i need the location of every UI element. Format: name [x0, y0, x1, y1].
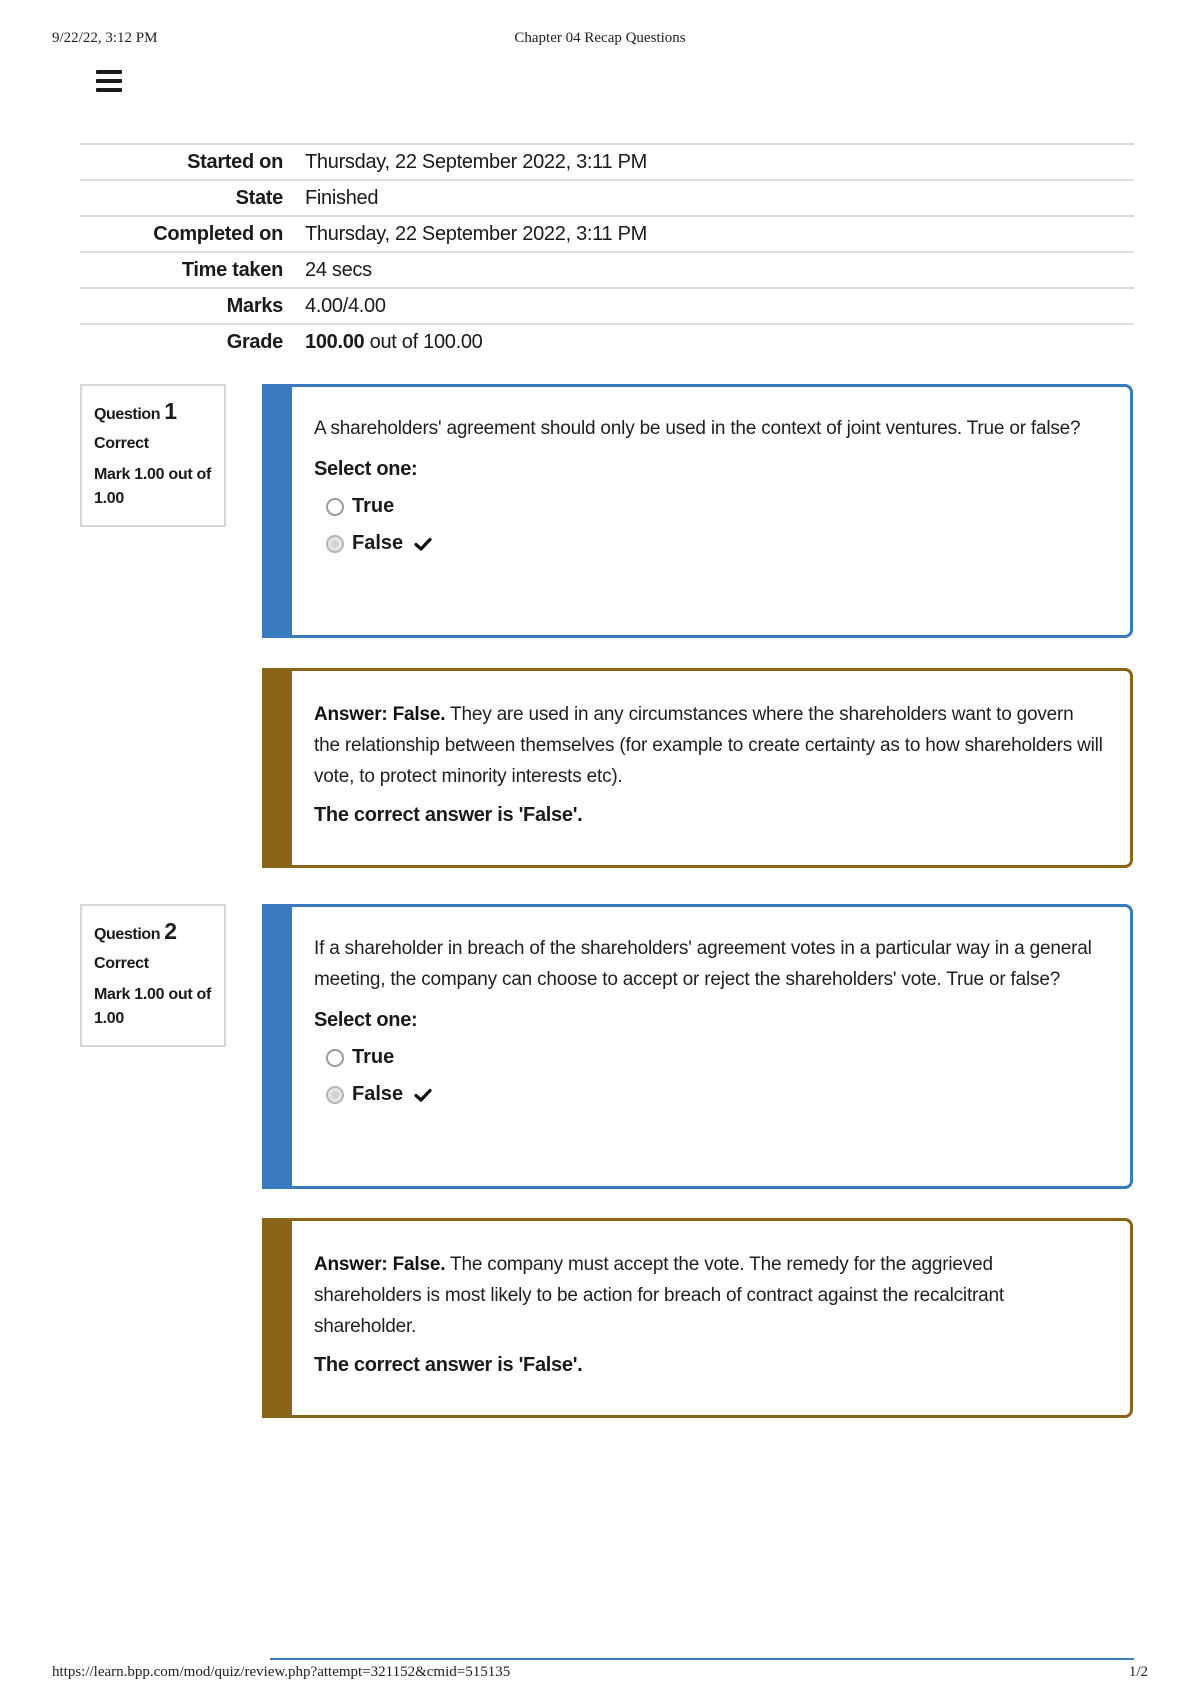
summary-label: Started on	[187, 150, 283, 173]
summary-row	[80, 324, 1134, 359]
summary-value: 4.00/4.00	[305, 294, 386, 317]
summary-row	[80, 144, 1134, 180]
right-answer: The correct answer is 'False'.	[314, 804, 583, 826]
option-label: False	[352, 1083, 404, 1105]
question-2-feedback	[262, 1218, 1133, 1418]
page-number: 1/2	[1128, 1664, 1148, 1680]
feedback-body: The company must accept the vote. The remedy for the aggrieved shareholders is most likely to be action for breach of contract against the recalcitrant shareholder.	[314, 1254, 1004, 1337]
select-prompt: Select one:	[314, 1009, 418, 1031]
feedback-lead: Answer: False.	[314, 704, 446, 725]
print-title: Chapter 04 Recap Questions	[514, 30, 686, 46]
print-footer	[52, 1664, 1148, 1684]
question-text: If a shareholder in breach of the shareholders' agreement votes in a particular way in a general meeting, the company can choose to accept or reject the shareholders' vote. True or false?	[314, 938, 1092, 990]
option-true[interactable]	[326, 495, 1104, 518]
feedback-body: They are used in any circumstances where the shareholders want to govern the relationship between themselves (for example to create certainty as to how shareholders will vote, to protect minority interests etc).	[314, 704, 1103, 787]
select-prompt: Select one:	[314, 458, 418, 480]
question-1-content	[262, 384, 1133, 638]
option-false[interactable]	[326, 1083, 1104, 1106]
summary-label: Time taken	[181, 258, 283, 281]
summary-value	[293, 324, 1134, 359]
question-text: A shareholders' agreement should only be used in the context of joint ventures. True or false?	[314, 418, 1081, 439]
feedback-text	[314, 699, 1104, 792]
print-datetime: 9/22/22, 3:12 PM	[52, 30, 158, 46]
check-icon	[413, 534, 433, 554]
question-state: Correct	[94, 955, 149, 972]
question-state: Correct	[94, 435, 149, 452]
print-header	[52, 30, 1148, 50]
summary-row	[80, 288, 1134, 324]
question-number: Question 2	[94, 918, 177, 944]
feedback-text	[314, 1249, 1104, 1342]
summary-row	[80, 216, 1134, 252]
option-label: False	[352, 532, 404, 554]
question-1-feedback	[262, 668, 1133, 868]
question-mark: Mark 1.00 out of 1.00	[94, 466, 212, 507]
summary-label: Grade	[226, 330, 283, 353]
hamburger-menu-icon[interactable]	[96, 70, 122, 92]
question-1-info	[80, 384, 226, 527]
page-url: https://learn.bpp.com/mod/quiz/review.php?attempt=321152&cmid=515135	[52, 1664, 511, 1680]
question-number: Question 1	[94, 398, 177, 424]
summary-value: Thursday, 22 September 2022, 3:11 PM	[305, 222, 647, 245]
summary-value: 24 secs	[305, 258, 372, 281]
radio-checked[interactable]	[326, 1086, 344, 1104]
footer-divider	[270, 1658, 1134, 1660]
feedback-lead: Answer: False.	[314, 1254, 446, 1275]
summary-row	[80, 180, 1134, 216]
radio-unchecked[interactable]	[326, 1049, 344, 1067]
grade-out-of: out of 100.00	[364, 330, 483, 353]
question-mark: Mark 1.00 out of 1.00	[94, 986, 212, 1027]
attempt-summary	[80, 143, 1134, 359]
question-2-info	[80, 904, 226, 1047]
summary-value: Thursday, 22 September 2022, 3:11 PM	[305, 150, 647, 173]
right-answer: The correct answer is 'False'.	[314, 1354, 583, 1376]
option-label: True	[352, 1046, 395, 1068]
question-2-content	[262, 904, 1133, 1189]
option-label: True	[352, 495, 395, 517]
summary-label: Marks	[226, 294, 283, 317]
summary-label: Completed on	[153, 222, 283, 245]
option-false[interactable]	[326, 532, 1104, 555]
summary-row	[80, 252, 1134, 288]
radio-unchecked[interactable]	[326, 498, 344, 516]
grade-value: 100.00	[305, 330, 365, 353]
option-true[interactable]	[326, 1046, 1104, 1069]
summary-value: Finished	[305, 186, 379, 209]
summary-label: State	[235, 186, 283, 209]
radio-checked[interactable]	[326, 535, 344, 553]
check-icon	[413, 1085, 433, 1105]
